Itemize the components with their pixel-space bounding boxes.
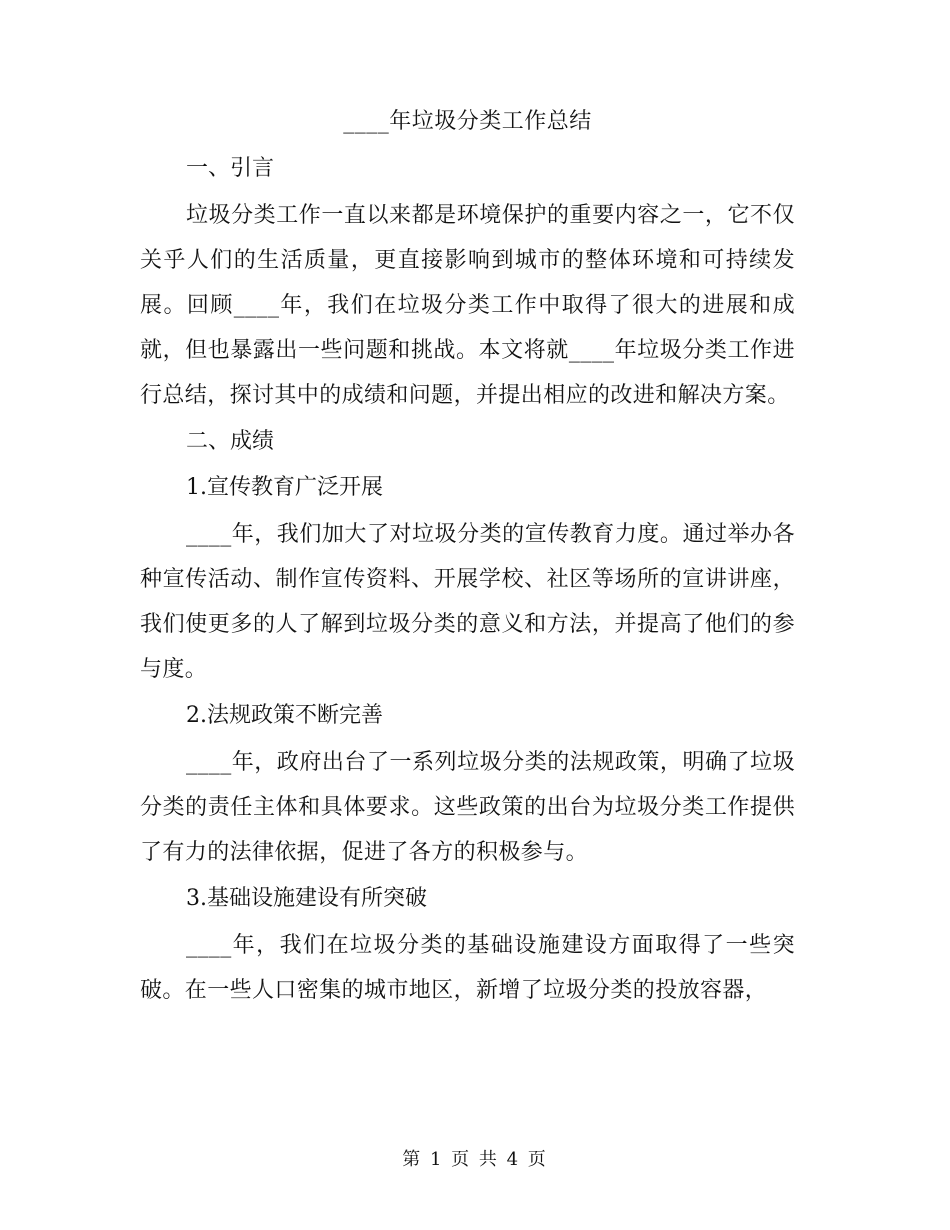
paragraph-education: ____年，我们加大了对垃圾分类的宣传教育力度。通过举办各种宣传活动、制作宣传资料、开展学校、社区等场所的宣讲讲座，我们使更多的人了解到垃圾分类的意义和方法，并提高了他们的参与度。 [140,522,795,682]
section-heading-achievements: 二、成绩 [186,429,275,454]
subheading-education: 1.宣传教育广泛开展 [186,475,383,500]
document-title: ____年垃圾分类工作总结 [343,109,592,134]
document-body [140,100,795,1015]
subheading-policy: 2.法规政策不断完善 [186,703,383,728]
section-heading-intro: 一、引言 [186,156,275,181]
paragraph-policy: ____年，政府出台了一系列垃圾分类的法规政策，明确了垃圾分类的责任主体和具体要求。这些政策的出台为垃圾分类工作提供了有力的法律依据，促进了各方的积极参与。 [140,750,795,865]
subheading-infrastructure: 3.基础设施建设有所突破 [186,886,427,911]
paragraph-infrastructure: ____年，我们在垃圾分类的基础设施建设方面取得了一些突破。在一些人口密集的城市地区，新增了垃圾分类的投放容器， [140,933,795,1003]
page-number-footer: 第 1 页 共 4 页 [402,1149,548,1170]
paragraph-intro: 垃圾分类工作一直以来都是环境保护的重要内容之一，它不仅关乎人们的生活质量，更直接影响到城市的整体环境和可持续发展。回顾____年，我们在垃圾分类工作中取得了很大的进展和成就，但也暴露出一些问题和挑战。本文将就____年垃圾分类工作进行总结，探讨其中的成绩和问题，并提出相应的改进和解决方案。 [140,203,795,408]
